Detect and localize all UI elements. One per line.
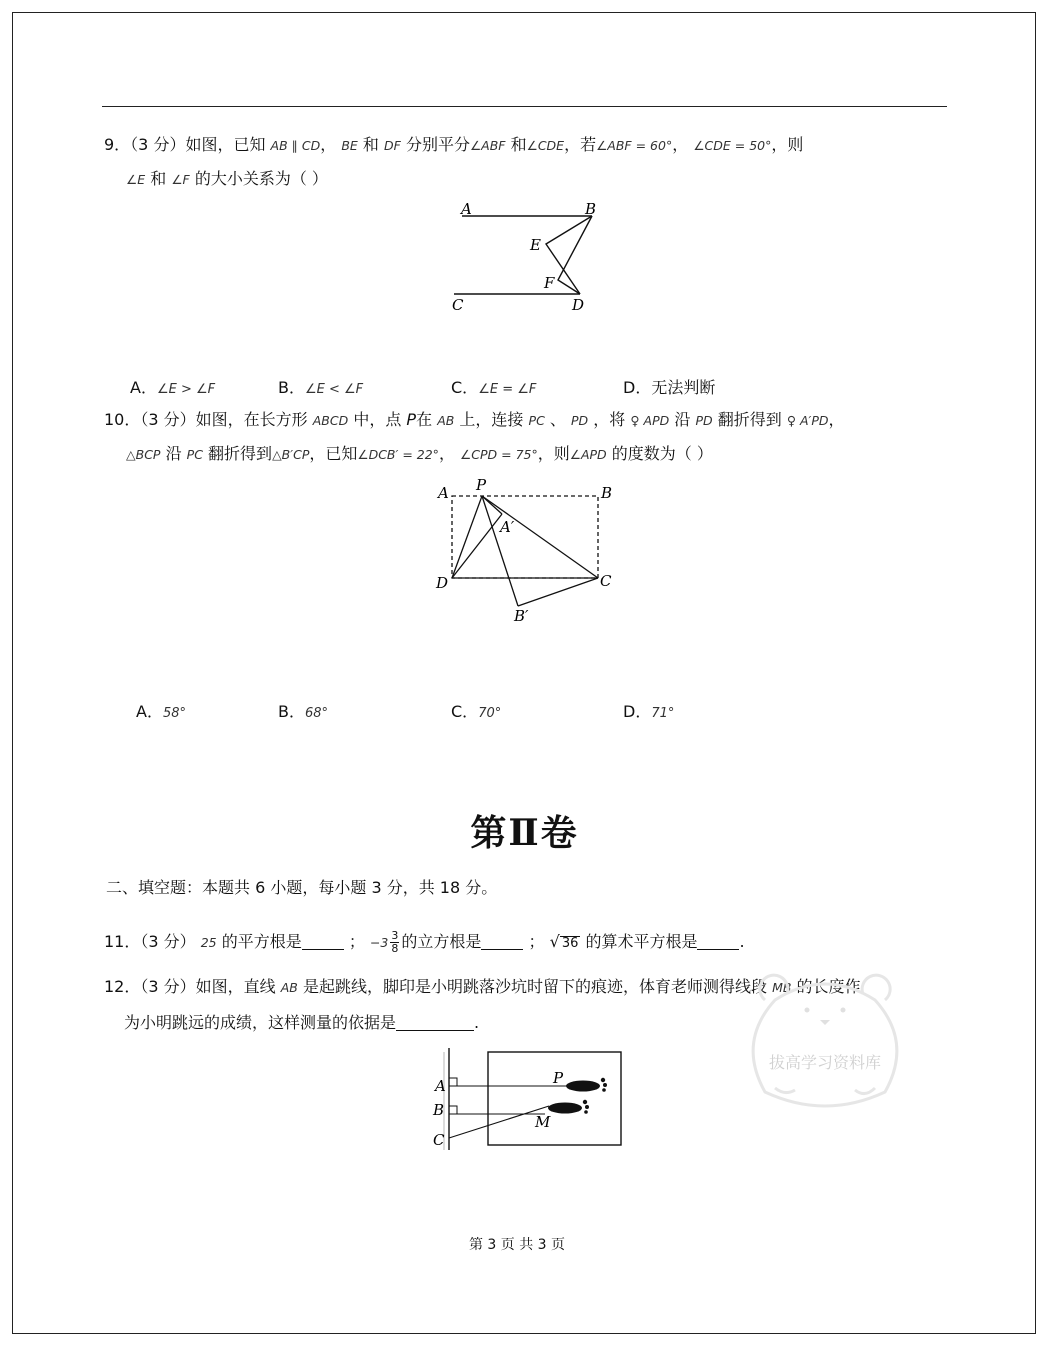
q11-fraction: $\frac{3}{8}$ (391, 929, 399, 955)
q9-option-c[interactable]: C．∠E = ∠F (451, 378, 537, 397)
q12-right-angle-a (449, 1078, 457, 1086)
q10-option-b[interactable]: B．68° (278, 702, 329, 721)
q12-sandpit (488, 1052, 621, 1145)
q9-line1: 9．（3 分）如图，已知 AB ∥ CD， BE 和 DF 分别平分∠ABF 和∠CDE，若∠ABF = 60°， ∠CDE = 50°，则 (104, 135, 804, 154)
q12-label-m: M (535, 1113, 551, 1131)
q12-blank[interactable] (396, 1014, 474, 1031)
watermark-bear-icon (735, 970, 915, 1120)
q12-label-p: P (553, 1069, 564, 1087)
q10-option-d[interactable]: D．71° (623, 702, 675, 721)
q11-blank-1[interactable] (302, 933, 344, 950)
q12-label-c: C (433, 1131, 445, 1149)
watermark-text: 拔高学习资料库 (768, 1053, 882, 1072)
footprint-icon-2 (548, 1100, 589, 1114)
q9-label-e: E (530, 236, 541, 254)
q10-line1: 10．（3 分）如图，在长方形 ABCD 中，点 P在 AB 上，连接 PC 、 PD ，将 ♀ APD 沿 PD 翻折得到 ♀ A′PD， (104, 410, 845, 429)
q12-label-b: B (433, 1101, 445, 1119)
page-footer: 第 3 页 共 3 页 (468, 1237, 566, 1253)
q10-label-p: P (476, 476, 487, 494)
q9-option-a[interactable]: A．∠E > ∠F (130, 378, 216, 397)
q12-line2: 为小明跳远的成绩，这样测量的依据是 . (124, 1013, 480, 1032)
q10-seg-a1d (452, 514, 502, 578)
q12-label-a: A (435, 1077, 446, 1095)
q10-rectangle (452, 496, 598, 578)
q12-seg-mc (449, 1106, 549, 1138)
q12-line1: 12．（3 分）如图，直线 AB 是起跳线，脚印是小明跳落沙坑时留下的痕迹，体育老师测得线段 MB 的长度作 (104, 977, 861, 996)
q11-blank-2[interactable] (481, 933, 523, 950)
q10-label-d: D (436, 574, 449, 592)
q9-label-f: F (544, 274, 555, 292)
footprint-icon-1 (566, 1078, 607, 1092)
q10-label-b: B (601, 484, 613, 502)
q11-line: 11．（3 分） 25 的平方根是 ； −3 $\frac{3}{8}$ 的立方根是 ； √ 36 的算术平方根是 . (104, 929, 745, 955)
q10-seg-pd (452, 496, 482, 578)
q10-label-a: A (438, 484, 449, 502)
q10-seg-pc (482, 496, 598, 578)
q9-option-d[interactable]: D．无法判断 (623, 378, 716, 397)
q10-line2: △BCP 沿 PC 翻折得到△B′CP，已知∠DCB′ = 22°， ∠CPD = 75°，则∠APD 的度数为（ ） (126, 444, 713, 463)
q9-option-b[interactable]: B．∠E < ∠F (278, 378, 364, 397)
q10-label-c: C (600, 572, 612, 590)
q9-line2: ∠E 和 ∠F 的大小关系为（ ） (126, 169, 328, 188)
q10-figure (430, 474, 620, 624)
q12-right-angle-b (449, 1106, 457, 1114)
q10-option-a[interactable]: A．58° (136, 702, 186, 721)
q9-label-c: C (452, 296, 464, 314)
q10-label-a-prime: A′ (500, 518, 515, 536)
q11-blank-3[interactable] (697, 933, 739, 950)
sqrt-icon: √ (549, 932, 560, 951)
q12-figure (425, 1044, 630, 1156)
q10-option-c[interactable]: C．70° (451, 702, 502, 721)
q10-label-b-prime: B′ (514, 607, 529, 624)
q9-label-d: D (572, 296, 585, 314)
q9-label-a: A (461, 200, 472, 218)
q9-path-bfd (558, 216, 592, 294)
section-title: 第Ⅱ卷 (470, 812, 579, 854)
q10-seg-b1c (518, 578, 598, 606)
header-rule (102, 106, 947, 107)
section-heading: 二、填空题：本题共 6 小题，每小题 3 分，共 18 分。 (106, 878, 498, 897)
q9-figure (440, 198, 610, 318)
q9-label-b: B (585, 200, 597, 218)
